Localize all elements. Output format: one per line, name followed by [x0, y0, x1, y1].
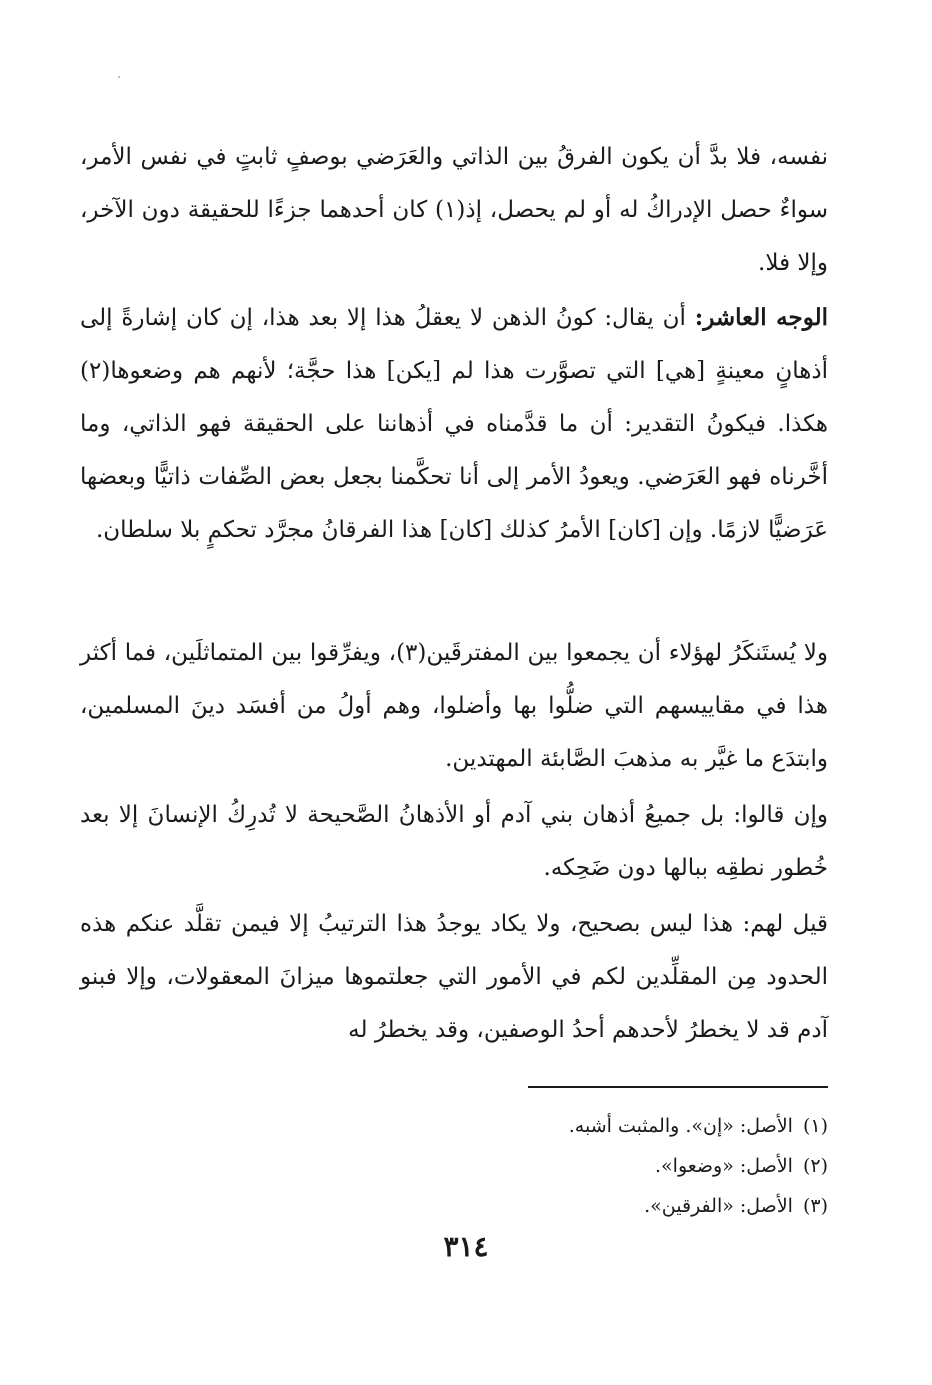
paragraph-2-body: [80, 291, 828, 557]
paragraph-3-text: ولا يُستَنكَرُ لهؤلاء أن يجمعوا بين المفترقَين(٣)، ويفرِّقوا بين المتماثلَين، فما أكثر هذا في مقاييسهم التي ضلُّوا بها وأضلوا، وهم أولُ من أفسَد دينَ المسلمين، وابتدَع ما غيَّر به مذهبَ الصَّابئة المهتدين.: [80, 640, 828, 772]
footnote-1: [80, 1106, 828, 1146]
paragraph-2-text: أن يقال: كونُ الذهن لا يعقلُ هذا إلا بعد هذا، إن كان إشارةً إلى أذهانٍ معينةٍ [هي] التي تصوَّرت هذا لم [يكن] هذا حجَّة؛ لأنهم هم وضعوها(٢) هكذا. فيكونُ التقدير: أن ما قدَّمناه في أذهاننا على الحقيقة فهو الذاتي، وما أخَّرناه فهو العَرَضي. ويعودُ الأمر إلى أنا تحكَّمنا بجعل بعض الصِّفات ذاتيًّا وبعضها عَرَضيًّا لازمًا. وإن [كان] الأمرُ كذلك [كان] هذا الفرقانُ مجرَّد تحكمٍ بلا سلطان.: [80, 305, 828, 543]
paragraph-4-text: وإن قالوا: بل جميعُ أذهان بني آدم أو الأذهانُ الصَّحيحة لا تُدرِكُ الإنسانَ إلا بعد خُطور نطقِه ببالها دون ضَحِكه.: [80, 802, 828, 881]
paragraph-5: [80, 898, 828, 1057]
paragraph-1-text: نفسه، فلا بدَّ أن يكون الفرقُ بين الذاتي والعَرَضي بوصفٍ ثابتٍ في نفس الأمر، سواءٌ حصل الإدراكُ له أو لم يحصل، إذ(١) كان أحدهما جزءًا للحقيقة دون الآخر، وإلا فلا.: [80, 144, 828, 276]
footnote-3: [80, 1186, 828, 1226]
paragraph-2: [80, 291, 828, 557]
footnotes: [80, 1106, 828, 1226]
footnote-1-text: الأصل: «إن». والمثبت أشبه.: [568, 1115, 793, 1137]
paragraph-1: [80, 131, 828, 290]
footnote-3-number: (٣): [802, 1195, 828, 1217]
page-number: ٣١٤: [443, 1230, 489, 1263]
paragraph-4: [80, 789, 828, 895]
footnote-3-text: الأصل: «الفرقين».: [644, 1195, 793, 1217]
paragraph-3: [80, 627, 828, 786]
scan-speck: [118, 76, 120, 78]
footnote-2-text: الأصل: «وضعوا».: [655, 1155, 793, 1177]
footnote-1-number: (١): [802, 1115, 828, 1137]
footnote-divider: [528, 1086, 828, 1088]
footnote-2: [80, 1146, 828, 1186]
footnote-2-number: (٢): [802, 1155, 828, 1177]
paragraph-2-lead: الوجه العاشر:: [694, 304, 828, 331]
paragraph-5-text: قيل لهم: هذا ليس بصحيح، ولا يكاد يوجدُ هذا الترتيبُ إلا فيمن تقلَّد عنكم هذه الحدود مِن المقلِّدين لكم في الأمور التي جعلتموها ميزانَ المعقولات، وإلا فبنو آدم قد لا يخطرُ لأحدهم أحدُ الوصفين، وقد يخطرُ له: [80, 911, 828, 1043]
